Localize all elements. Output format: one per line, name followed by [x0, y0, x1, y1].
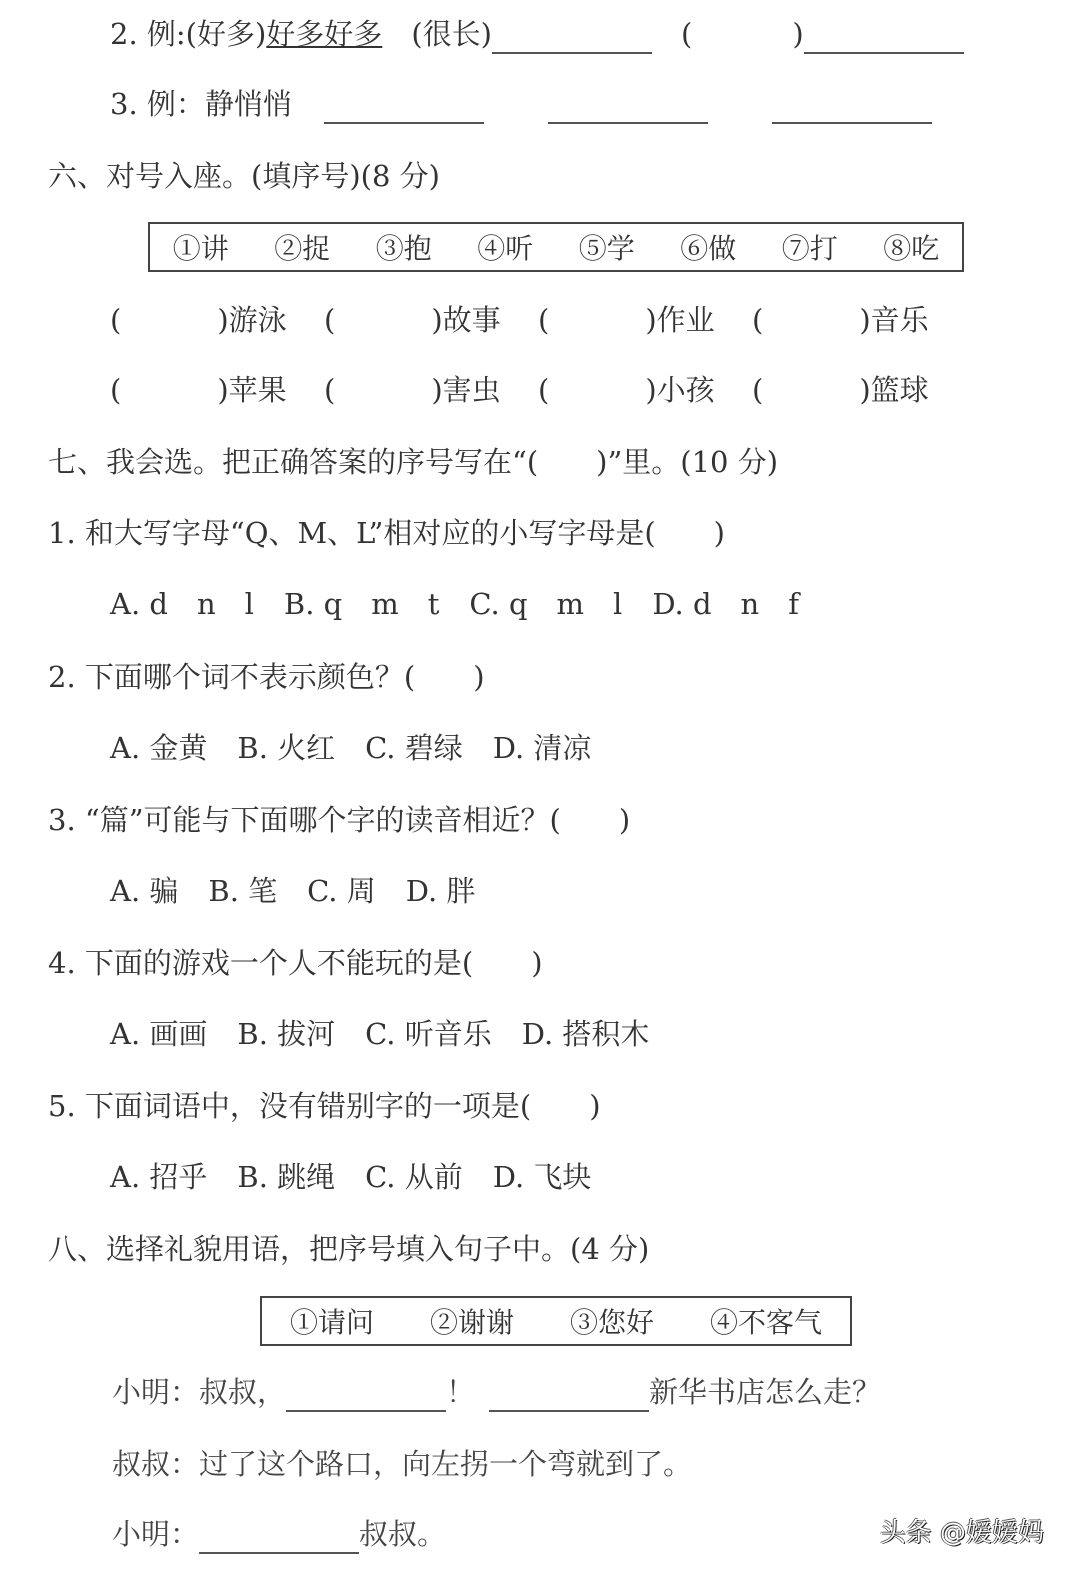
answer-option: A. 招乎 — [110, 1160, 208, 1194]
question: 2. 下面哪个词不表示颜色？( ) — [48, 660, 485, 694]
answer-option: C. 从前 — [365, 1160, 463, 1194]
answer-options — [110, 1157, 621, 1197]
option: ②捉 — [274, 232, 331, 265]
option: ⑤学 — [578, 232, 635, 265]
paren: ( — [680, 17, 693, 51]
answer-options — [110, 871, 505, 911]
answer-option: D. 胖 — [405, 874, 476, 908]
option: ③抱 — [375, 232, 432, 265]
answer-option: B. q m t — [283, 587, 440, 621]
answer-option: A. 画画 — [110, 1017, 208, 1051]
answer-blank[interactable] — [772, 92, 932, 124]
item-label: 3. 例：静悄悄 — [110, 87, 292, 121]
answer-blank[interactable] — [548, 92, 708, 124]
question: 3. “篇”可能与下面哪个字的读音相近？( ) — [48, 803, 631, 837]
answer-option: C. 周 — [307, 874, 376, 908]
match-slot[interactable]: ( )篮球 — [752, 373, 929, 407]
dialogue-3: 小明： 叔叔。 — [112, 1514, 446, 1554]
prompt: (很长) — [411, 17, 492, 51]
section-7-title: 七、我会选。把正确答案的序号写在“( )”里。(10 分) — [48, 445, 779, 479]
answer-options — [110, 1014, 679, 1054]
answer-option: C. 听音乐 — [365, 1017, 492, 1051]
option: ①请问 — [289, 1306, 374, 1339]
question: 4. 下面的游戏一个人不能玩的是( ) — [48, 946, 543, 980]
answer-option: B. 火红 — [237, 731, 336, 765]
answer-option: D. d n f — [652, 587, 799, 621]
watermark: 头条 @嫒嫒妈 — [879, 1518, 1044, 1548]
option: ④听 — [477, 232, 534, 265]
answer-option: D. 搭积木 — [521, 1017, 650, 1051]
answer-option: B. 跳绳 — [237, 1160, 336, 1194]
match-slot[interactable]: ( )苹果 — [110, 373, 287, 407]
answer-option: C. q m l — [469, 587, 623, 621]
question: 1. 和大写字母“Q、M、L”相对应的小写字母是( ) — [48, 516, 725, 550]
example: 好多好多 — [266, 17, 383, 51]
answer-blank[interactable] — [489, 1380, 649, 1412]
option: ③您好 — [569, 1306, 654, 1339]
item-2 — [110, 14, 964, 54]
answer-option: B. 拔河 — [237, 1017, 336, 1051]
match-row-2 — [110, 370, 929, 410]
answer-options — [110, 584, 829, 624]
answer-options — [110, 728, 621, 768]
answer-option: A. d n l — [110, 587, 254, 621]
option: ⑦打 — [781, 232, 838, 265]
word-options-box — [148, 222, 964, 272]
answer-option: B. 笔 — [208, 874, 278, 908]
match-slot[interactable]: ( )小孩 — [538, 373, 715, 407]
item-3 — [110, 84, 932, 124]
dialogue-2: 叔叔：过了这个路口，向左拐一个弯就到了。 — [112, 1447, 693, 1481]
answer-blank[interactable] — [199, 1522, 359, 1554]
question: 5. 下面词语中，没有错别字的一项是( ) — [48, 1089, 601, 1123]
option: ⑧吃 — [883, 232, 940, 265]
section-6-title: 六、对号入座。(填序号)(8 分) — [48, 159, 440, 193]
match-slot[interactable]: ( )游泳 — [110, 303, 287, 337]
match-slot[interactable]: ( )害虫 — [324, 373, 501, 407]
answer-option: C. 碧绿 — [365, 731, 463, 765]
dialogue-1: 小明：叔叔， ！ 新华书店怎么走？ — [112, 1372, 881, 1412]
match-row-1 — [110, 300, 929, 340]
option: ④不客气 — [709, 1306, 822, 1339]
paren: ) — [792, 17, 804, 51]
match-slot[interactable]: ( )音乐 — [752, 303, 929, 337]
answer-option: A. 金黄 — [110, 731, 208, 765]
answer-blank[interactable] — [286, 1380, 446, 1412]
match-slot[interactable]: ( )故事 — [324, 303, 501, 337]
section-8-title: 八、选择礼貌用语，把序号填入句子中。(4 分) — [48, 1232, 650, 1266]
item-label: 2. 例:(好多) — [110, 17, 267, 51]
polite-options-box — [260, 1296, 852, 1346]
answer-option: D. 飞块 — [492, 1160, 592, 1194]
answer-blank[interactable] — [492, 22, 652, 54]
answer-option: D. 清凉 — [492, 731, 592, 765]
option: ①讲 — [172, 232, 229, 265]
option: ②谢谢 — [429, 1306, 514, 1339]
option: ⑥做 — [680, 232, 737, 265]
answer-option: A. 骗 — [110, 874, 179, 908]
match-slot[interactable]: ( )作业 — [538, 303, 715, 337]
answer-blank[interactable] — [804, 22, 964, 54]
answer-blank[interactable] — [324, 92, 484, 124]
